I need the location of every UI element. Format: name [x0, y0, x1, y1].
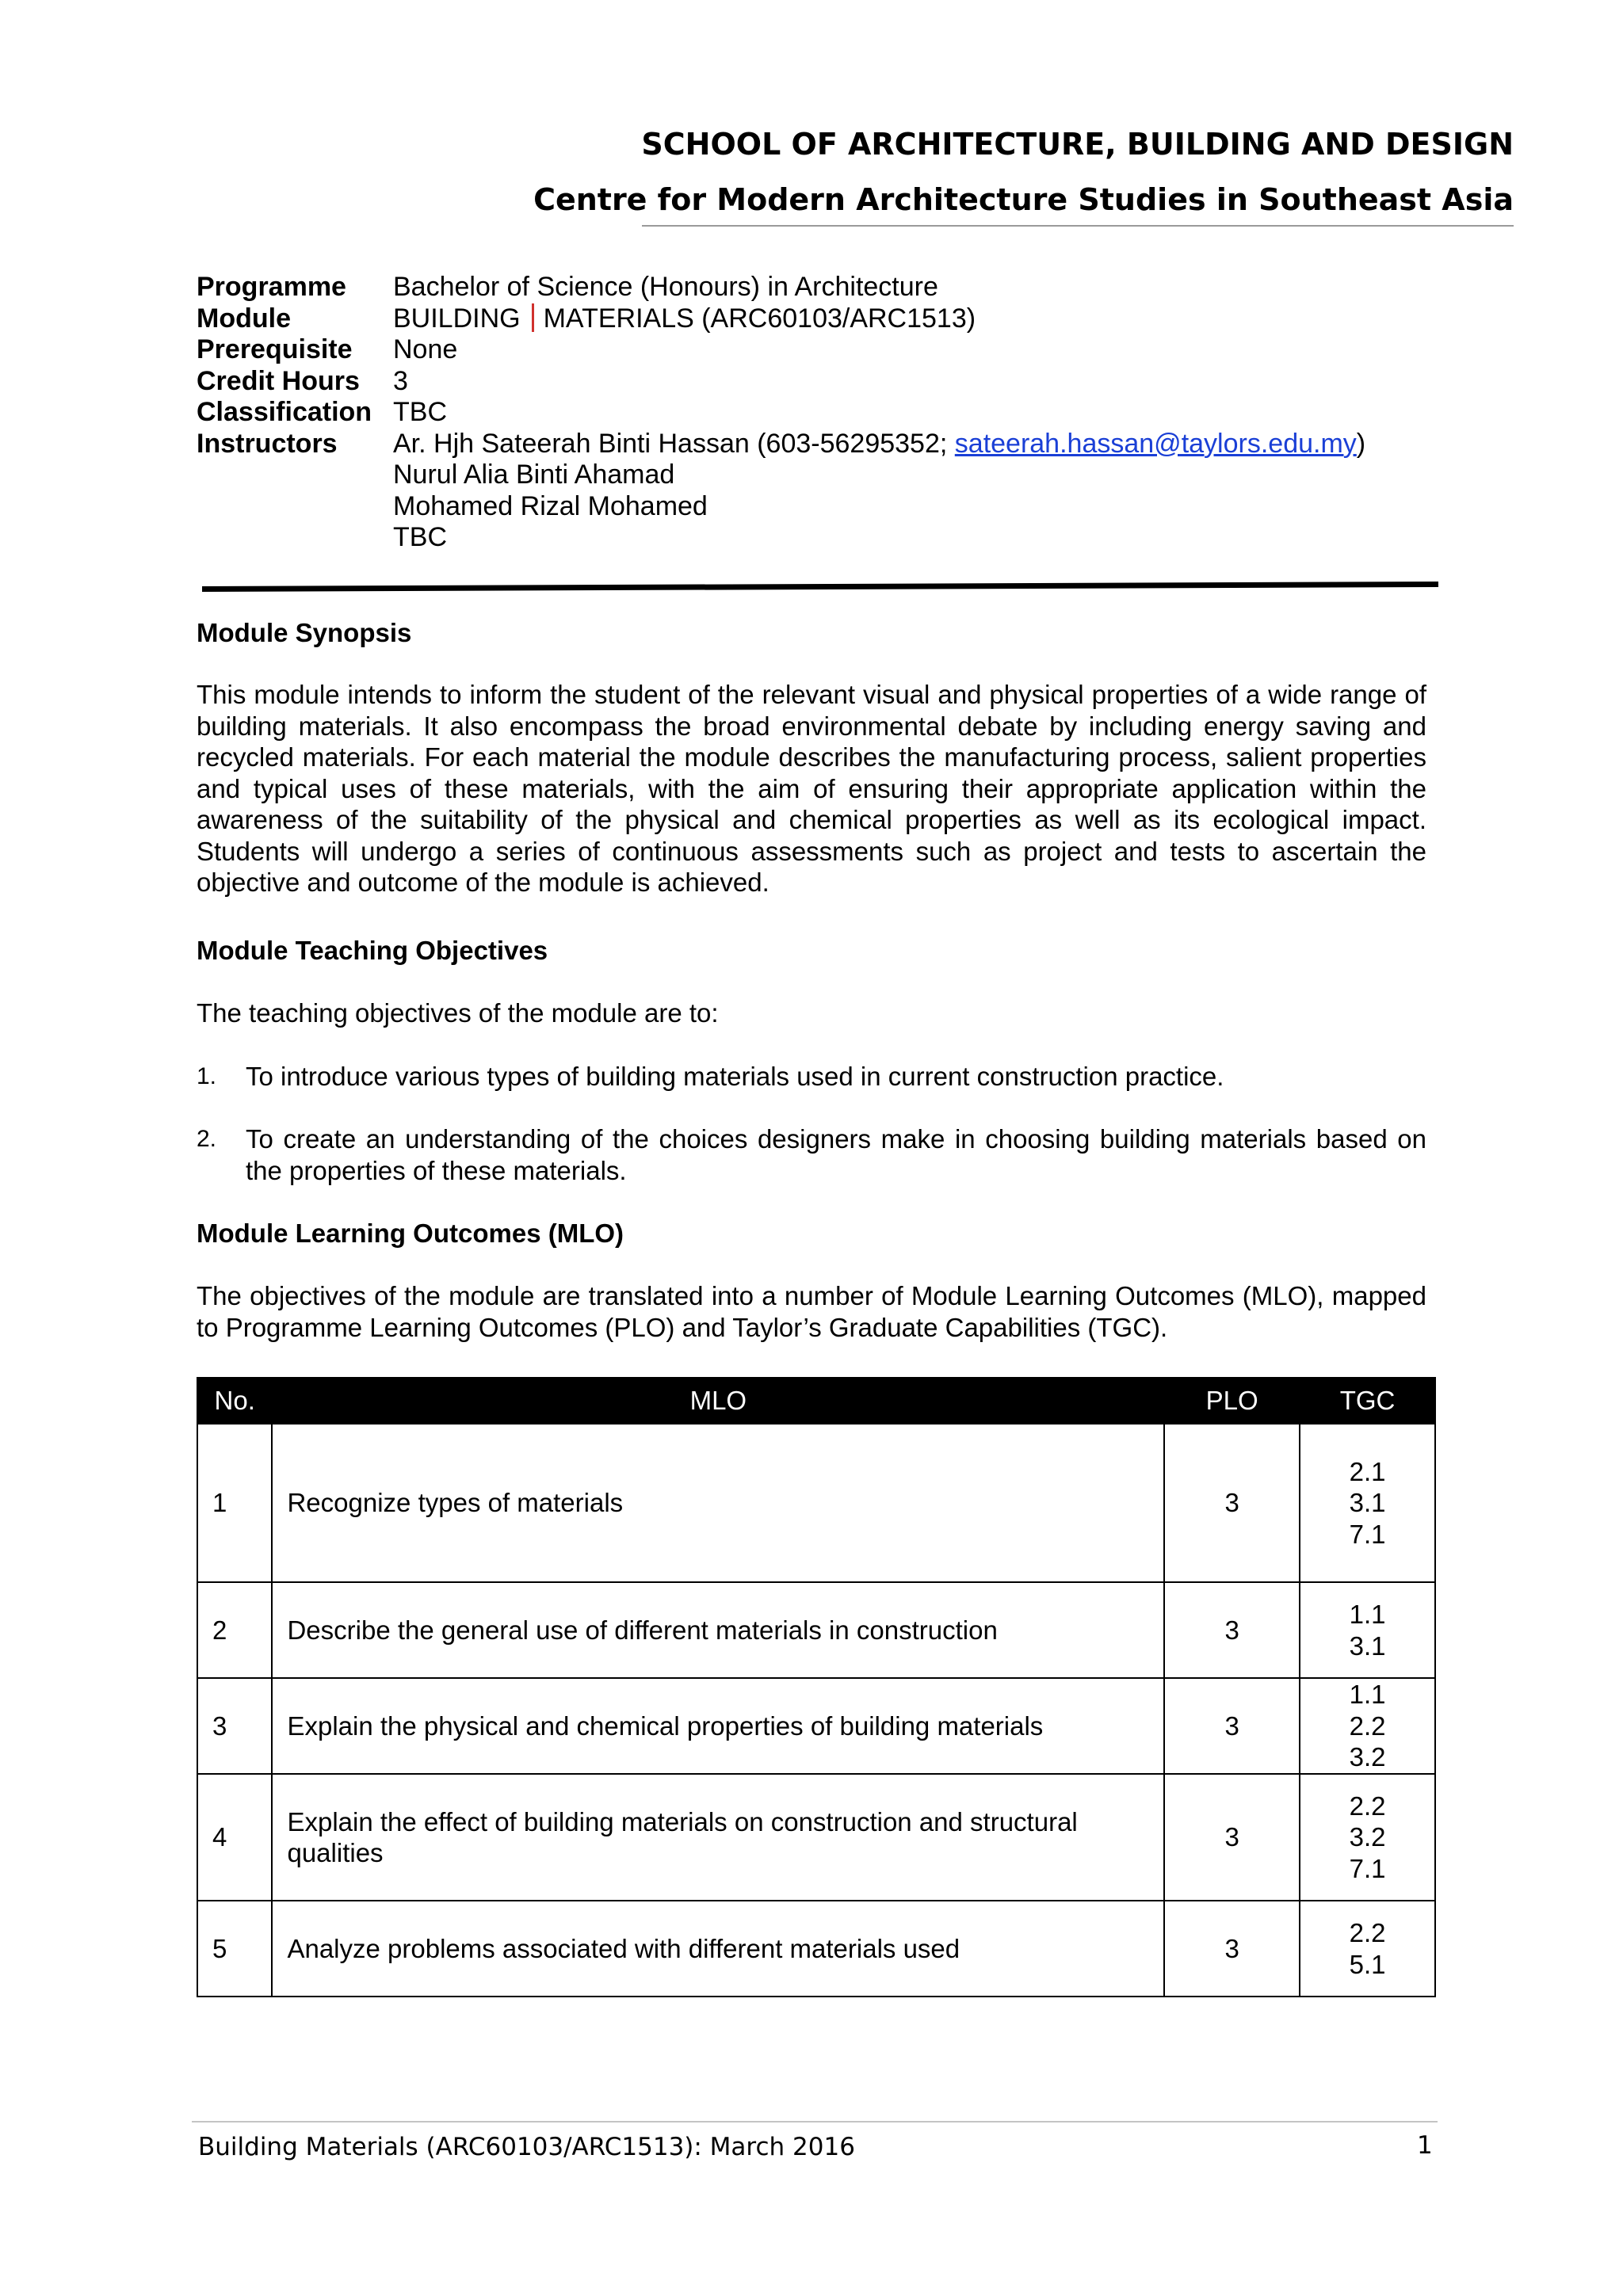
table-row: [197, 1424, 1435, 1582]
module-value-part2: MATERIALS (ARC60103/ARC1513): [543, 303, 976, 334]
objective-text: To create an understanding of the choices designers make in choosing building materials based on the properties of these materials.: [246, 1124, 1426, 1185]
credit-hours-label: Credit Hours: [197, 365, 360, 396]
objective-number: 2.: [197, 1126, 217, 1152]
row-mlo: Recognize types of materials: [272, 1424, 1164, 1582]
row-tgc: [1300, 1774, 1435, 1901]
table-row: [197, 1901, 1435, 1997]
tgc-value: 5.1: [1349, 1949, 1386, 1979]
objectives-heading: Module Teaching Objectives: [197, 936, 548, 965]
tgc-value: 7.1: [1349, 1853, 1386, 1883]
tgc-value: 3.2: [1349, 1822, 1386, 1852]
instructor-1-name: Ar. Hjh Sateerah Binti Hassan (603-56295352;: [393, 428, 955, 459]
programme-row: [197, 272, 1365, 303]
synopsis-heading: Module Synopsis: [197, 618, 412, 647]
header-mlo: MLO: [272, 1378, 1164, 1424]
row-tgc: [1300, 1901, 1435, 1997]
header-divider: [642, 225, 1514, 227]
instructor-3-row: [197, 491, 1365, 523]
tgc-value: 2.2: [1349, 1791, 1386, 1821]
instructors-row: [197, 429, 1365, 460]
instructor-1-close: ): [1356, 428, 1366, 459]
tgc-value: 2.2: [1349, 1711, 1386, 1741]
objectives-intro: The teaching objectives of the module are to:: [197, 998, 719, 1028]
tgc-value: 3.1: [1349, 1488, 1386, 1518]
tgc-value: 1.1: [1349, 1600, 1386, 1629]
programme-label: Programme: [197, 272, 346, 302]
synopsis-text: This module intends to inform the student of the relevant visual and physical properties of a wide range of building materials. It also encompass the broad environmental debate by including energy saving and recycled materials. For each material the module describes the manufacturing process, salient properties and typical uses of these materials, with the aim of ensuring their appropriate application within the awareness of the suitability of the physical and chemical properties as well as its ecological impact. Students will undergo a series of continuous assessments such as project and tests to ascertain the objective and outcome of the module is achieved.: [197, 680, 1426, 897]
footer-text: Building Materials (ARC60103/ARC1513): March 2016: [198, 2133, 855, 2161]
prerequisite-label: Prerequisite: [197, 334, 353, 364]
credit-hours-value: 3: [393, 365, 408, 396]
school-title: SCHOOL OF ARCHITECTURE, BUILDING AND DESIGN: [641, 127, 1514, 162]
classification-label: Classification: [197, 397, 372, 427]
objective-item: [197, 1123, 1426, 1186]
objective-item: [197, 1061, 1426, 1093]
instructors-label: Instructors: [197, 428, 338, 459]
module-label: Module: [197, 303, 291, 334]
row-mlo: Explain the effect of building materials on construction and structural qualities: [272, 1774, 1164, 1901]
header-no: No.: [197, 1378, 272, 1424]
prerequisite-value: None: [393, 334, 458, 364]
module-value: [393, 303, 976, 335]
row-tgc: [1300, 1678, 1435, 1774]
module-row: [197, 303, 1365, 335]
tgc-value: 1.1: [1349, 1680, 1386, 1710]
objective-number: 1.: [197, 1063, 217, 1089]
tgc-value: 2.2: [1349, 1918, 1386, 1947]
outcomes-intro: The objectives of the module are translated into a number of Module Learning Outcomes (MLO), mapped to Programme Learning Outcomes (PLO) and Taylor’s Graduate Capabilities (TGC).: [197, 1281, 1426, 1342]
text-cursor-marker: [532, 303, 534, 332]
header-tgc: TGC: [1300, 1378, 1435, 1424]
row-tgc: [1300, 1424, 1435, 1582]
row-no: 5: [197, 1901, 272, 1997]
instructor-1: [393, 429, 1365, 460]
instructor-4: TBC: [393, 522, 447, 552]
module-info-block: [197, 272, 1365, 554]
objective-text: To introduce various types of building materials used in current construction practice.: [246, 1062, 1224, 1091]
row-plo: 3: [1164, 1774, 1300, 1901]
row-tgc: [1300, 1582, 1435, 1678]
classification-value: TBC: [393, 397, 447, 427]
instructor-2: Nurul Alia Binti Ahamad: [393, 460, 675, 490]
row-no: 1: [197, 1424, 272, 1582]
instructor-3: Mohamed Rizal Mohamed: [393, 490, 708, 521]
table-header-row: [197, 1378, 1435, 1424]
tgc-value: 7.1: [1349, 1519, 1386, 1549]
row-plo: 3: [1164, 1582, 1300, 1678]
prerequisite-row: [197, 334, 1365, 366]
section-divider: [202, 582, 1438, 592]
row-plo: 3: [1164, 1901, 1300, 1997]
page-number: 1: [1417, 2131, 1433, 2160]
table-row: [197, 1774, 1435, 1901]
tgc-value: 3.2: [1349, 1742, 1386, 1772]
row-mlo: Analyze problems associated with different materials used: [272, 1901, 1164, 1997]
footer-divider: [192, 2121, 1438, 2122]
programme-value: Bachelor of Science (Honours) in Architecture: [393, 272, 938, 302]
instructor-4-row: [197, 522, 1365, 554]
instructor-email-link[interactable]: sateerah.hassan@taylors.edu.my: [954, 428, 1357, 459]
row-plo: 3: [1164, 1678, 1300, 1774]
row-mlo: Explain the physical and chemical properties of building materials: [272, 1678, 1164, 1774]
module-value-part1: BUILDING: [393, 303, 521, 334]
row-plo: 3: [1164, 1424, 1300, 1582]
classification-row: [197, 397, 1365, 429]
instructor-2-row: [197, 460, 1365, 491]
mlo-table: [197, 1377, 1436, 1997]
row-no: 2: [197, 1582, 272, 1678]
table-row: [197, 1678, 1435, 1774]
table-row: [197, 1582, 1435, 1678]
outcomes-heading: Module Learning Outcomes (MLO): [197, 1219, 624, 1248]
centre-title: Centre for Modern Architecture Studies in Southeast Asia: [533, 182, 1514, 217]
credit-hours-row: [197, 366, 1365, 398]
tgc-value: 3.1: [1349, 1630, 1386, 1661]
row-no: 3: [197, 1678, 272, 1774]
tgc-value: 2.1: [1349, 1456, 1386, 1486]
row-mlo: Describe the general use of different materials in construction: [272, 1582, 1164, 1678]
row-no: 4: [197, 1774, 272, 1901]
header-plo: PLO: [1164, 1378, 1300, 1424]
